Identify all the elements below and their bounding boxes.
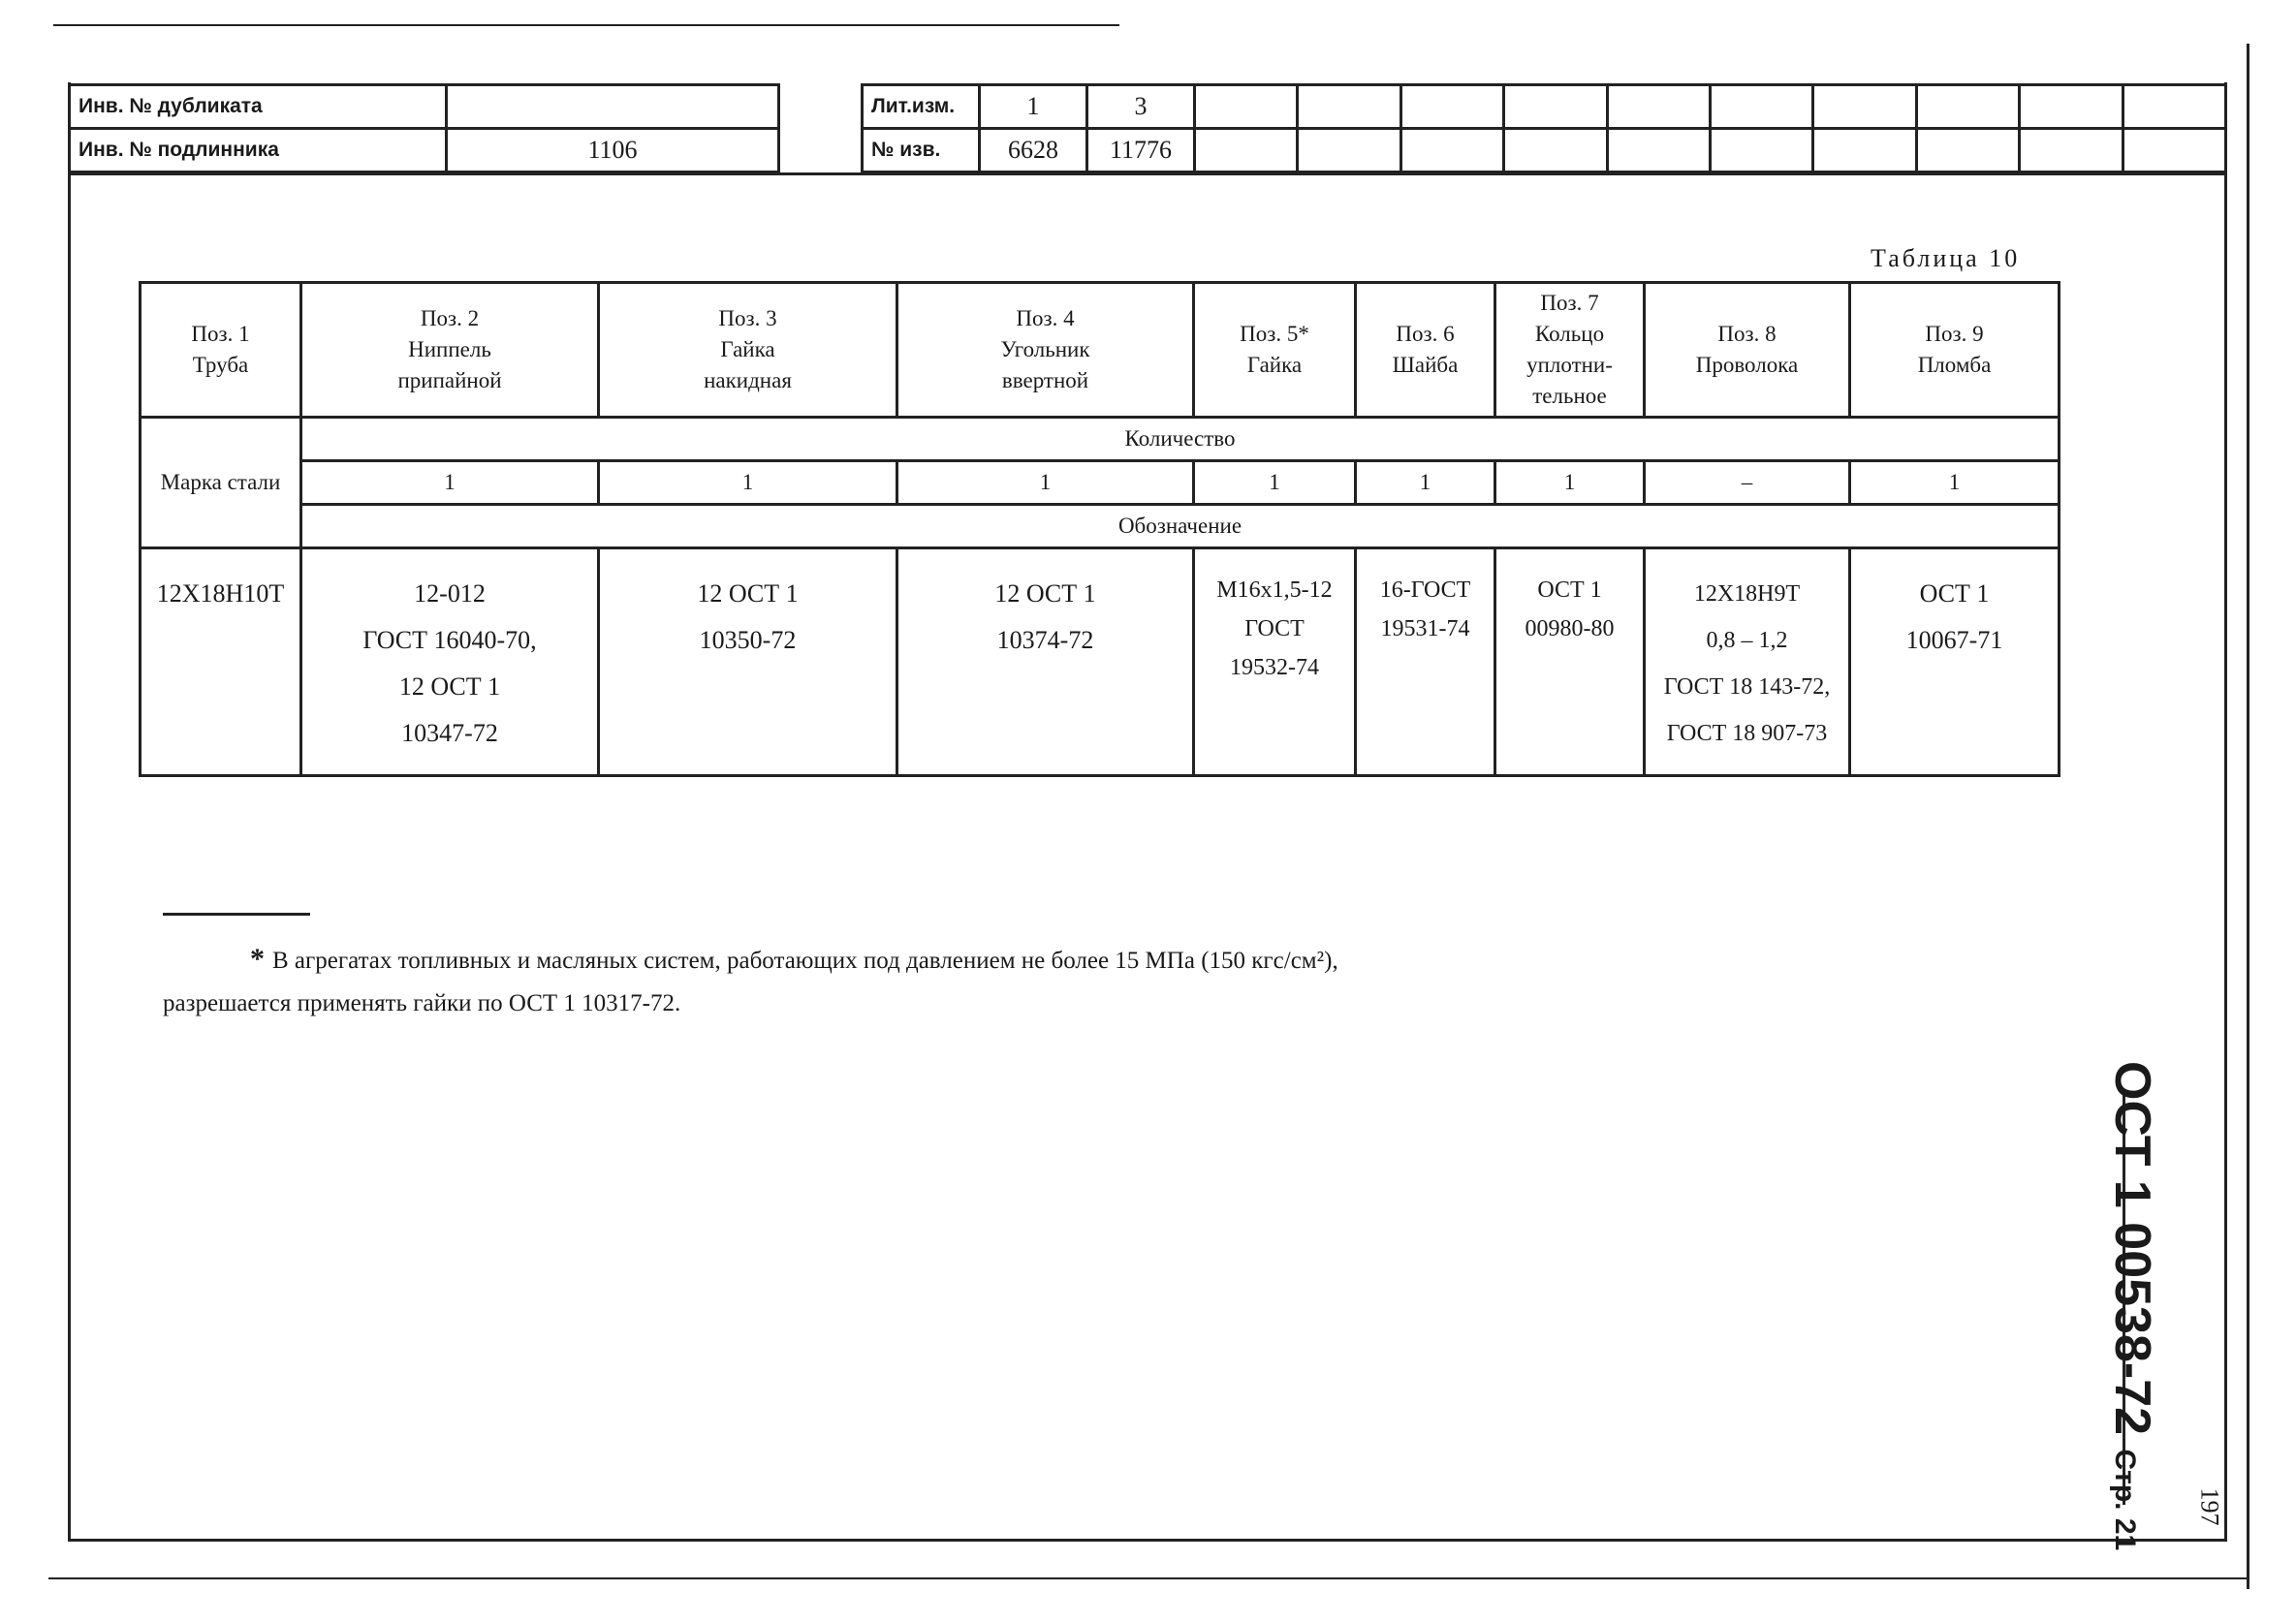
data-cell bbox=[1850, 548, 2060, 776]
stamp-row bbox=[70, 85, 779, 129]
header-cell bbox=[1356, 283, 1495, 418]
header-part: накидная bbox=[704, 368, 792, 392]
header-pos: Поз. 3 bbox=[718, 306, 777, 330]
header-cell bbox=[1850, 283, 2060, 418]
header-part: Ниппель bbox=[408, 337, 491, 361]
footnote-marker: * bbox=[250, 943, 265, 975]
cell-line: 12 ОСТ 1 bbox=[697, 579, 799, 608]
cell-line: М16х1,5-12 bbox=[1216, 577, 1333, 603]
change-sheet-label: Лит.изм. bbox=[863, 85, 980, 129]
data-cell bbox=[1194, 548, 1356, 776]
header-pos: Поз. 9 bbox=[1925, 322, 1984, 346]
designation-label-row bbox=[141, 505, 2060, 548]
empty-cell bbox=[1195, 85, 1298, 129]
cell-line: ГОСТ 18 143-72, bbox=[1663, 674, 1831, 700]
header-pos: Поз. 5* bbox=[1240, 322, 1309, 346]
empty-cell bbox=[1710, 85, 1812, 129]
cell-line: ГОСТ 16040-70, bbox=[362, 626, 537, 654]
quantity-row bbox=[141, 461, 2060, 505]
empty-cell bbox=[1813, 129, 1916, 172]
header-part: Проволока bbox=[1695, 353, 1799, 377]
bottom-rule bbox=[48, 1577, 2249, 1579]
header-pos: Поз. 7 bbox=[1540, 291, 1599, 315]
empty-cell bbox=[1607, 85, 1710, 129]
empty-cell bbox=[1298, 85, 1400, 129]
notice-no-label: № изв. bbox=[863, 129, 980, 172]
original-inv-label: Инв. № подлинника bbox=[70, 129, 447, 172]
cell-line: ГОСТ 18 907-73 bbox=[1666, 721, 1828, 746]
header-cell bbox=[1645, 283, 1850, 418]
designation-label: Обозначение bbox=[301, 505, 2060, 548]
cell-line: 12 ОСТ 1 bbox=[398, 672, 501, 701]
cell-line: 10347-72 bbox=[401, 719, 498, 747]
parts-table bbox=[139, 281, 2060, 777]
cell-line: 12Х18Н10Т bbox=[156, 579, 285, 608]
header-pos: Поз. 2 bbox=[420, 306, 480, 330]
stamp-left bbox=[68, 83, 780, 173]
change-sheet-value: 1 bbox=[980, 85, 1087, 129]
cell-line: ОСТ 1 bbox=[1919, 579, 1990, 608]
cell-line: 19532-74 bbox=[1230, 655, 1319, 680]
empty-cell bbox=[1916, 85, 2019, 129]
header-part: тельное bbox=[1532, 384, 1607, 408]
data-cell bbox=[1356, 548, 1495, 776]
empty-cell bbox=[2123, 129, 2225, 172]
data-cell bbox=[1645, 548, 1850, 776]
frame-outer-right bbox=[2247, 44, 2249, 1589]
header-part: припайной bbox=[397, 368, 502, 392]
data-cell bbox=[1495, 548, 1645, 776]
sheet-number: 197 bbox=[2195, 1487, 2224, 1526]
quantity-cell: – bbox=[1645, 461, 1850, 505]
cell-line: 12 ОСТ 1 bbox=[994, 579, 1096, 608]
cell-line: 0,8 – 1,2 bbox=[1706, 628, 1788, 653]
empty-cell bbox=[1916, 129, 2019, 172]
empty-cell bbox=[2020, 129, 2123, 172]
header-cell bbox=[599, 283, 897, 418]
data-cell bbox=[897, 548, 1194, 776]
footnote-separator bbox=[163, 913, 310, 916]
header-part: Угольник bbox=[1000, 337, 1090, 361]
stamp-row bbox=[863, 85, 2226, 129]
header-pos: Поз. 1 bbox=[191, 322, 250, 346]
cell-line: ОСТ 1 bbox=[1537, 577, 1602, 603]
table-header-row bbox=[141, 283, 2060, 418]
top-rule bbox=[53, 24, 1119, 26]
cell-line: 10350-72 bbox=[699, 626, 797, 654]
header-cell bbox=[141, 283, 301, 418]
notice-no-value: 6628 bbox=[980, 129, 1087, 172]
header-pos: Поз. 8 bbox=[1717, 322, 1777, 346]
header-part: ввертной bbox=[1001, 368, 1089, 392]
header-part: Пломба bbox=[1917, 353, 1992, 377]
empty-cell bbox=[1607, 129, 1710, 172]
quantity-label-row bbox=[141, 418, 2060, 461]
quantity-cell: 1 bbox=[599, 461, 897, 505]
header-cell bbox=[1194, 283, 1356, 418]
duplicate-inv-label: Инв. № дубликата bbox=[70, 85, 447, 129]
empty-cell bbox=[1504, 85, 1607, 129]
frame-left bbox=[68, 82, 71, 1541]
doc-code: ОСТ 1 00538-72 bbox=[2104, 1061, 2160, 1436]
footnote-line-2: разрешается применять гайки по ОСТ 1 10317-72. bbox=[163, 990, 681, 1016]
empty-cell bbox=[1400, 85, 1503, 129]
cell-line: 12Х18Н9Т bbox=[1693, 581, 1801, 607]
header-part: Шайба bbox=[1392, 353, 1459, 377]
page-label: Стр. 21 bbox=[2109, 1449, 2141, 1551]
quantity-cell: 1 bbox=[1356, 461, 1495, 505]
quantity-cell: 1 bbox=[301, 461, 599, 505]
cell-line: 10067-71 bbox=[1905, 626, 2003, 654]
stamp-right bbox=[861, 83, 2227, 173]
data-cell bbox=[141, 548, 301, 776]
empty-cell bbox=[1298, 129, 1400, 172]
header-part: Гайка bbox=[1246, 353, 1303, 377]
empty-cell bbox=[2020, 85, 2123, 129]
empty-cell bbox=[1504, 129, 1607, 172]
header-part: Гайка bbox=[720, 337, 775, 361]
cell-line: 10374-72 bbox=[996, 626, 1094, 654]
cell-line: 19531-74 bbox=[1380, 616, 1470, 641]
quantity-cell: 1 bbox=[1495, 461, 1645, 505]
cell-line: 16-ГОСТ bbox=[1379, 577, 1471, 603]
duplicate-inv-value bbox=[447, 85, 779, 129]
cell-line: 00980-80 bbox=[1525, 616, 1615, 641]
empty-cell bbox=[1813, 85, 1916, 129]
footnote bbox=[163, 938, 1810, 1025]
cell-line: 12-012 bbox=[414, 579, 486, 608]
quantity-cell: 1 bbox=[897, 461, 1194, 505]
header-part: Кольцо bbox=[1534, 322, 1605, 346]
header-pos: Поз. 6 bbox=[1396, 322, 1455, 346]
quantity-cell: 1 bbox=[1850, 461, 2060, 505]
quantity-label: Количество bbox=[301, 418, 2060, 461]
footnote-line-1: В агрегатах топливных и масляных систем, работающих под давлением не более 15 МПа (150 кгс/см²), bbox=[272, 948, 1338, 974]
steel-grade-label: Марка стали bbox=[141, 418, 301, 548]
table-row bbox=[141, 548, 2060, 776]
change-sheet-value: 3 bbox=[1087, 85, 1195, 129]
original-inv-value: 1106 bbox=[447, 129, 779, 172]
doc-code-text bbox=[2103, 1061, 2161, 1551]
stamp-row bbox=[863, 129, 2226, 172]
header-part: уплотни- bbox=[1526, 353, 1613, 377]
frame-right bbox=[2224, 82, 2227, 1541]
cell-line: ГОСТ bbox=[1244, 616, 1305, 641]
doc-code-block bbox=[2089, 1061, 2176, 1551]
empty-cell bbox=[1195, 129, 1298, 172]
table-caption: Таблица 10 bbox=[1871, 244, 2021, 272]
quantity-cell: 1 bbox=[1194, 461, 1356, 505]
notice-no-value: 11776 bbox=[1087, 129, 1195, 172]
data-cell bbox=[301, 548, 599, 776]
header-pos: Поз. 4 bbox=[1016, 306, 1075, 330]
frame-bottom bbox=[68, 1539, 2227, 1542]
empty-cell bbox=[2123, 85, 2225, 129]
empty-cell bbox=[1710, 129, 1812, 172]
empty-cell bbox=[1400, 129, 1503, 172]
header-part: Труба bbox=[192, 353, 249, 377]
header-cell bbox=[897, 283, 1194, 418]
header-cell bbox=[301, 283, 599, 418]
data-cell bbox=[599, 548, 897, 776]
stamp-row bbox=[70, 129, 779, 172]
header-cell bbox=[1495, 283, 1645, 418]
